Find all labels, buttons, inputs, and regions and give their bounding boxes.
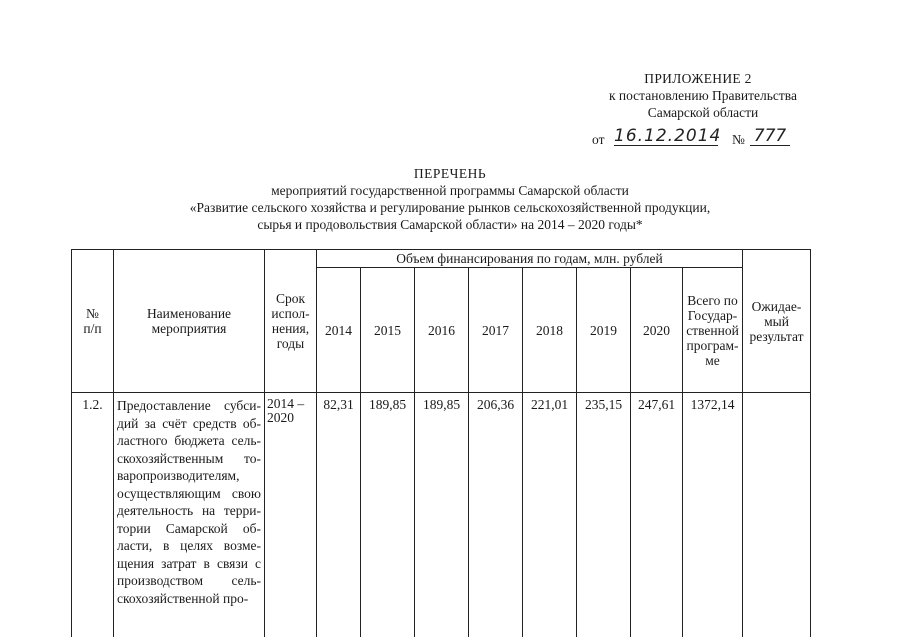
header-year: 2018 <box>523 268 577 393</box>
decree-date-number <box>592 127 812 151</box>
row-value: 189,85 <box>415 393 469 638</box>
appendix-title: ПРИЛОЖЕНИЕ 2 <box>644 71 752 86</box>
number-prefix: № <box>732 132 745 147</box>
row-value: 189,85 <box>361 393 415 638</box>
header-year: 2020 <box>631 268 683 393</box>
appendix-line1: к постановлению Правительства <box>608 88 797 103</box>
row-value: 82,31 <box>317 393 361 638</box>
appendix-line2: Самарской области <box>647 105 759 120</box>
heading-line2: «Развитие сельского хозяйства и регулирование рынков сельскохозяйственной продукции, <box>189 200 711 215</box>
header-year: 2014 <box>317 268 361 393</box>
header-period: Срок испол-нения, годы <box>265 250 317 393</box>
row-name: Предоставление субси-дий за счёт средств об-ластного бюджета сель-скохозяйственным то-варопроизводителям, осуществляющим свою деятельность на терри-тории Самарской об-ласти, в целях возме-щения затрат в связи с производством сель-скохозяйственной про- <box>114 393 265 638</box>
row-period: 2014 – 2020 <box>265 393 317 638</box>
header-year: 2015 <box>361 268 415 393</box>
header-year: 2016 <box>415 268 469 393</box>
row-num: 1.2. <box>72 393 114 638</box>
date-prefix: от <box>592 132 605 147</box>
header-result: Ожидае-мый результат <box>743 250 811 393</box>
header-year: 2019 <box>577 268 631 393</box>
heading-title: ПЕРЕЧЕНЬ <box>413 166 487 181</box>
decree-number: 777 <box>750 127 790 146</box>
measures-table <box>71 249 811 637</box>
document-heading <box>100 165 800 233</box>
heading-line1: мероприятий государственной программы Самарской области <box>271 183 629 198</box>
table-row <box>72 393 811 638</box>
decree-date: 16.12.2014 <box>614 126 722 146</box>
header-year: 2017 <box>469 268 523 393</box>
header-total: Всего по Государ-ственной програм-ме <box>683 268 743 393</box>
row-result <box>743 393 811 638</box>
header-num: № п/п <box>72 250 114 393</box>
row-value: 221,01 <box>523 393 577 638</box>
heading-line3: сырья и продовольствия Самарской области» на 2014 – 2020 годы* <box>257 217 643 232</box>
row-total: 1372,14 <box>683 393 743 638</box>
row-value: 206,36 <box>469 393 523 638</box>
row-value: 247,61 <box>631 393 683 638</box>
appendix-block <box>599 70 797 121</box>
row-value: 235,15 <box>577 393 631 638</box>
header-funding-group: Объем финансирования по годам, млн. рублей <box>317 250 743 268</box>
header-name: Наименование мероприятия <box>114 250 265 393</box>
